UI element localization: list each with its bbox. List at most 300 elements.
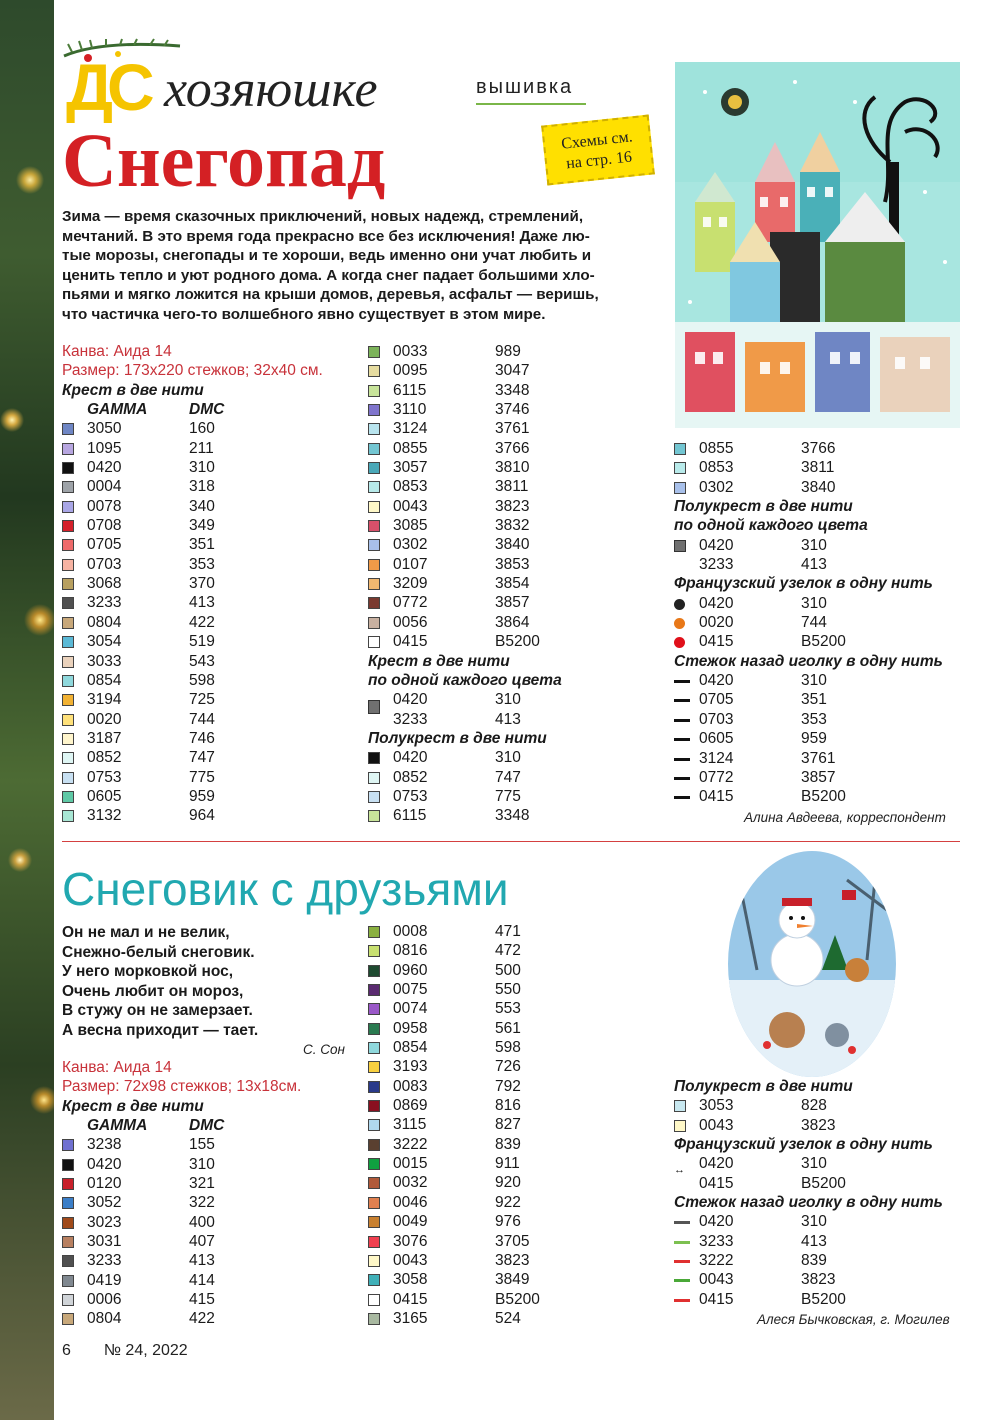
dmc-code: 3864 [495, 613, 530, 631]
backstitch-symbol [674, 1221, 690, 1224]
dmc-code: 922 [495, 1193, 521, 1211]
dmc-code: 3857 [801, 768, 836, 786]
gamma-code: 0043 [393, 1251, 428, 1269]
gamma-code: 0420 [699, 594, 734, 612]
gamma-code: 0420 [699, 672, 734, 690]
gamma-code: 0852 [393, 768, 428, 786]
thread-row [674, 711, 974, 730]
backstitch-symbol [674, 796, 690, 799]
thread-row [368, 1310, 668, 1329]
thread-row [62, 556, 362, 575]
thread-row [368, 498, 668, 517]
gamma-code: 3033 [87, 652, 122, 670]
thread-row [62, 459, 362, 478]
thread-row [368, 517, 668, 536]
color-symbol [62, 539, 74, 551]
thread-row [368, 633, 668, 652]
thread-row [368, 575, 668, 594]
thread-row [368, 614, 668, 633]
color-symbol [62, 1217, 74, 1229]
dmc-code: 422 [189, 613, 215, 631]
color-symbol [368, 1177, 380, 1189]
article-intro: Зима — время сказочных приключений, новых надежд, стремлений, мечтаний. В это время года прекрасно все без исключения! Даже лю- тые морозы, снегопады и те хороши, ведь именно они учат любить и ценить тепло и уют родного дома. А когда снег падает большими хло- пьями и мягко ложится на крыши домов, деревья, асфальт — веришь, что частичка чего-то волшебного явно существует в этом мире. [62, 208, 599, 323]
color-symbol [368, 443, 380, 455]
color-symbol [62, 1178, 74, 1190]
color-symbol [62, 694, 74, 706]
thread-row [368, 1000, 668, 1019]
dmc-code: 3705 [495, 1232, 530, 1250]
thread-row [62, 1252, 362, 1271]
gamma-code: 0302 [393, 536, 428, 554]
color-symbol [62, 810, 74, 822]
thread-row: 0420 310 [699, 1155, 827, 1173]
thread-row [62, 1310, 362, 1329]
dmc-code: 3823 [495, 1251, 530, 1269]
gamma-code: 0958 [393, 1019, 428, 1037]
gamma-code: 6115 [393, 807, 427, 825]
gamma-code: 0804 [87, 1310, 122, 1328]
dmc-code: 3823 [495, 497, 530, 515]
gamma-code: 0120 [87, 1175, 122, 1193]
color-symbol [368, 501, 380, 513]
column-headers [62, 1117, 362, 1136]
backstitch-symbol [674, 738, 690, 741]
gamma-code: 0074 [393, 1000, 428, 1018]
color-symbol [62, 578, 74, 590]
cross-each-subheading: по одной каждого цвета [368, 671, 562, 689]
thread-row [368, 769, 668, 788]
gamma-code: 0015 [393, 1155, 428, 1173]
thread-row [674, 614, 974, 633]
thread-row [368, 1252, 668, 1271]
gamma-code: 3233 [699, 1232, 734, 1250]
color-symbol [62, 752, 74, 764]
cross-each-heading: Крест в две нити [368, 652, 510, 670]
thread-row [62, 1214, 362, 1233]
gamma-code: 0095 [393, 362, 428, 380]
thread-row [62, 536, 362, 555]
color-symbol [62, 1313, 74, 1325]
dmc-code: 310 [189, 459, 215, 477]
brand-title: хозяюшке [164, 61, 378, 118]
thread-row [368, 1233, 668, 1252]
dmc-code: 839 [801, 1252, 827, 1270]
cross-heading: Крест в две нити [62, 1097, 204, 1115]
gamma-code: 1095 [87, 439, 122, 457]
gamma-code: 3194 [87, 691, 122, 709]
gamma-code: 0043 [699, 1116, 734, 1134]
dmc-code: 3849 [495, 1271, 530, 1289]
dmc-code: B5200 [801, 788, 846, 806]
thread-row [368, 807, 668, 826]
color-symbol [368, 520, 380, 532]
thread-row [368, 749, 668, 768]
winter-town-embroidery-image [675, 62, 960, 428]
gamma-code: 0020 [699, 614, 734, 632]
gamma-code: 3115 [393, 1116, 427, 1134]
dmc-code: 561 [495, 1019, 521, 1037]
thread-list [674, 595, 974, 653]
dmc-code: 3761 [495, 420, 530, 438]
gamma-code: 0853 [699, 459, 734, 477]
gamma-code: 0855 [699, 440, 734, 457]
gamma-code: 3058 [393, 1271, 428, 1289]
gamma-code: 0772 [393, 594, 428, 612]
gamma-code: 3233 [87, 1252, 122, 1270]
article1-column-2 [368, 343, 668, 827]
color-symbol [62, 1236, 74, 1248]
color-symbol [62, 1159, 74, 1171]
gamma-code: 3233 [87, 594, 122, 612]
section-divider [62, 841, 960, 842]
gamma-code: 0415 [393, 633, 428, 651]
gamma-code: 0816 [393, 942, 428, 960]
gamma-code: 0008 [393, 923, 428, 940]
dmc-code: 415 [189, 1291, 215, 1309]
dmc-code: B5200 [801, 1290, 846, 1308]
color-symbol [62, 714, 74, 726]
gamma-code: 3132 [87, 807, 122, 825]
half-each-heading: Полукрест в две нити [674, 498, 853, 516]
color-symbol [62, 1294, 74, 1306]
gamma-code: 0772 [699, 768, 734, 786]
color-symbol [368, 559, 380, 571]
half-cross-heading: Полукрест в две нити [674, 1078, 853, 1095]
thread-row [62, 633, 362, 652]
thread-list [368, 343, 668, 653]
thread-row [368, 1174, 668, 1193]
backstitch-symbol [674, 699, 690, 702]
section-underline [476, 103, 586, 105]
color-symbol [368, 385, 380, 397]
section-label: вышивка [476, 76, 574, 98]
thread-row [62, 730, 362, 749]
color-symbol [368, 810, 380, 822]
gamma-code: 3057 [393, 459, 428, 477]
thread-row [674, 1291, 974, 1310]
color-symbol [368, 1197, 380, 1209]
dmc-code: 3823 [801, 1116, 836, 1134]
color-symbol [368, 481, 380, 493]
gamma-header: GAMMA [87, 401, 148, 419]
thread-row: 3233 413 [699, 556, 827, 574]
color-symbol [368, 1313, 380, 1325]
thread-row [674, 788, 974, 807]
half-each-subheading: по одной каждого цвета [674, 517, 868, 535]
thread-row [62, 478, 362, 497]
gamma-code: 0415 [699, 633, 734, 651]
dmc-code: 500 [495, 961, 521, 979]
poem-author: С. Сон [303, 1042, 345, 1057]
gamma-code: 0078 [87, 497, 122, 515]
thread-row [674, 691, 974, 710]
dmc-code: 828 [801, 1097, 827, 1115]
color-symbol [62, 1275, 74, 1287]
color-symbol [368, 423, 380, 435]
dmc-header: DMC [189, 401, 225, 419]
thread-list [62, 420, 362, 826]
christmas-tree-sidebar-photo [0, 0, 54, 1420]
column-headers [62, 401, 362, 420]
dmc-code: 747 [189, 749, 215, 767]
dmc-header: DMC [189, 1117, 225, 1135]
logo: ДС [66, 50, 149, 124]
dmc-code: 160 [189, 420, 215, 438]
gamma-code: 0020 [87, 710, 122, 728]
dmc-code: 413 [801, 1232, 827, 1250]
dmc-code: 726 [495, 1058, 521, 1076]
dmc-code: 775 [495, 787, 521, 805]
thread-row [368, 459, 668, 478]
backstitch-symbol [674, 758, 690, 761]
gamma-code: 0753 [393, 787, 428, 805]
thread-row [62, 1194, 362, 1213]
thread-row [368, 536, 668, 555]
dmc-code: 3853 [495, 555, 530, 573]
color-symbol [62, 636, 74, 648]
article2-column-3 [674, 1078, 974, 1310]
color-symbol [674, 443, 686, 455]
gamma-code: 0705 [699, 691, 734, 709]
color-symbol [368, 346, 380, 358]
gamma-code: 0032 [393, 1174, 428, 1192]
color-symbol [62, 675, 74, 687]
thread-row [674, 1117, 974, 1136]
dmc-code: 351 [189, 536, 215, 554]
dmc-code: 3761 [801, 749, 836, 767]
color-symbol [62, 772, 74, 784]
color-symbol [62, 1139, 74, 1151]
backstitch-symbol [674, 1299, 690, 1302]
gamma-code: 0853 [393, 478, 428, 496]
gamma-code: 0605 [699, 730, 734, 748]
thread-row [368, 1136, 668, 1155]
gamma-code: 3053 [699, 1097, 734, 1115]
thread-row [368, 594, 668, 613]
color-symbol [368, 1081, 380, 1093]
color-symbol [368, 1023, 380, 1035]
gamma-code: 3222 [699, 1252, 734, 1270]
dmc-code: 989 [495, 343, 521, 360]
dmc-code: 471 [495, 923, 521, 940]
thread-list [674, 1155, 974, 1194]
gamma-code: 0415 [699, 1290, 734, 1308]
color-symbol [62, 481, 74, 493]
thread-row [674, 459, 974, 478]
thread-row: 3233 413 [393, 710, 521, 728]
dmc-code: 543 [189, 652, 215, 670]
french-knot-symbol [674, 618, 685, 629]
dmc-code: 310 [495, 749, 521, 767]
dmc-code: 321 [189, 1175, 215, 1193]
gamma-code: 6115 [393, 381, 427, 399]
color-symbol [62, 443, 74, 455]
dmc-code: 792 [495, 1077, 521, 1095]
gamma-code: 0854 [393, 1039, 428, 1057]
color-symbol [368, 1100, 380, 1112]
thread-row [674, 1097, 974, 1116]
thread-row [62, 807, 362, 826]
color-symbol [674, 462, 686, 474]
gamma-code: 3209 [393, 575, 428, 593]
gamma-code: 0703 [699, 710, 734, 728]
thread-row [368, 440, 668, 459]
color-symbol [368, 1294, 380, 1306]
dmc-code: 3832 [495, 517, 530, 535]
gamma-code: 3193 [393, 1058, 428, 1076]
thread-row [368, 1020, 668, 1039]
thread-row [62, 575, 362, 594]
color-symbol [368, 539, 380, 551]
dmc-code: B5200 [801, 633, 846, 651]
article2-title: Снеговик с друзьями [62, 863, 509, 915]
dmc-code: B5200 [495, 633, 540, 651]
gamma-code: 0046 [393, 1193, 428, 1211]
gamma-code: 0420 [87, 459, 122, 477]
color-symbol [368, 984, 380, 996]
thread-row [368, 382, 668, 401]
thread-row [62, 1175, 362, 1194]
dmc-code: 413 [189, 1252, 215, 1270]
split-color-symbol [674, 540, 686, 552]
article2-author: Алеся Бычковская, г. Могилев [757, 1312, 950, 1327]
thread-row [62, 1156, 362, 1175]
thread-row [62, 788, 362, 807]
gamma-code: 0043 [699, 1271, 734, 1289]
dmc-code: 310 [189, 1155, 215, 1173]
color-symbol [368, 1061, 380, 1073]
thread-list [368, 923, 668, 1329]
dmc-code: 598 [495, 1039, 521, 1057]
thread-row [674, 633, 974, 652]
color-symbol [368, 926, 380, 938]
thread-list [674, 672, 974, 807]
size-info: Размер: 72х98 стежков; 13х18см. [62, 1078, 302, 1096]
thread-row [368, 1213, 668, 1232]
thread-row [62, 1272, 362, 1291]
backstitch-heading: Стежок назад иголку в одну нить [674, 652, 943, 670]
thread-row [368, 1039, 668, 1058]
thread-row [62, 711, 362, 730]
gamma-code: 0107 [393, 555, 428, 573]
dmc-code: 407 [189, 1233, 215, 1251]
thread-row [368, 343, 668, 362]
thread-row [674, 1233, 974, 1252]
thread-row [368, 1116, 668, 1135]
thread-row [674, 1271, 974, 1290]
thread-row [368, 420, 668, 439]
color-symbol [368, 597, 380, 609]
dmc-code: 775 [189, 768, 215, 786]
backstitch-symbol [674, 719, 690, 722]
color-symbol [62, 791, 74, 803]
thread-row [368, 923, 668, 942]
backstitch-symbol [674, 1260, 690, 1263]
color-symbol [62, 1197, 74, 1209]
gamma-code: 3085 [393, 517, 428, 535]
knot-arrows-icon: ↔ [674, 1164, 685, 1177]
dmc-code: 3854 [495, 575, 530, 593]
dmc-code: 959 [801, 730, 827, 748]
dmc-code: 3811 [801, 459, 835, 477]
snowman-embroidery-image [727, 850, 897, 1078]
dmc-code: 519 [189, 633, 215, 651]
dmc-code: 3766 [495, 439, 530, 457]
color-symbol [368, 1216, 380, 1228]
gamma-code: 0083 [393, 1077, 428, 1095]
color-symbol [368, 1003, 380, 1015]
dmc-code: 524 [495, 1309, 521, 1327]
canvas-info: Канва: Аида 14 [62, 1059, 172, 1076]
page-number: 6 [62, 1342, 71, 1359]
dmc-code: 746 [189, 729, 215, 747]
gamma-code: 0420 [393, 749, 428, 767]
thread-row [62, 498, 362, 517]
gamma-code: 0419 [87, 1271, 122, 1289]
gamma-code: 0004 [87, 478, 122, 496]
thread-row [368, 1078, 668, 1097]
gamma-code: 3238 [87, 1136, 122, 1154]
thread-row [674, 479, 974, 498]
color-symbol [368, 1139, 380, 1151]
thread-list [674, 1097, 974, 1136]
poem: Он не мал и не велик, Снежно-белый снеговик. У него морковкой нос, Очень любит он мороз, В стужу он не замерзает. А весна приходит — тает. [62, 924, 259, 1039]
gamma-code: 3110 [393, 401, 427, 419]
backstitch-symbol [674, 777, 690, 780]
gamma-code: 0852 [87, 749, 122, 767]
dmc-code: 310 [801, 594, 827, 612]
gamma-code: 3187 [87, 729, 122, 747]
french-knot-heading: Французский узелок в одну нить [674, 1136, 933, 1154]
dmc-code: 413 [189, 594, 215, 612]
gamma-code: 0855 [393, 439, 428, 457]
color-symbol [62, 559, 74, 571]
gamma-code: 0302 [699, 478, 734, 496]
gamma-code: 0420 [87, 1155, 122, 1173]
gamma-code: 0420 [699, 1213, 734, 1231]
scheme-page-badge: Схемы см. на стр. 16 [541, 115, 655, 186]
dmc-code: 3840 [495, 536, 530, 554]
gamma-code: 0804 [87, 613, 122, 631]
dmc-code: 550 [495, 981, 521, 999]
thread-row [674, 1213, 974, 1232]
gamma-code: 0415 [699, 788, 734, 806]
thread-row [368, 1058, 668, 1077]
dmc-code: 211 [189, 439, 214, 457]
dmc-code: 370 [189, 575, 215, 593]
color-symbol [368, 791, 380, 803]
dmc-code: 422 [189, 1310, 215, 1328]
thread-row [62, 517, 362, 536]
color-symbol [62, 733, 74, 745]
dmc-code: 3348 [495, 807, 530, 825]
gamma-code: 3222 [393, 1135, 428, 1153]
thread-row [62, 1291, 362, 1310]
dmc-code: 725 [189, 691, 215, 709]
gamma-code: 3031 [87, 1233, 122, 1251]
thread-row [62, 440, 362, 459]
thread-row [674, 769, 974, 788]
color-symbol [674, 1120, 686, 1132]
dmc-code: 920 [495, 1174, 521, 1192]
gamma-header: GAMMA [87, 1117, 148, 1135]
page-footer [62, 1342, 188, 1360]
backstitch-heading: Стежок назад иголку в одну нить [674, 1194, 943, 1212]
thread-row [62, 749, 362, 768]
dmc-code: 349 [189, 517, 215, 535]
dmc-code: 3348 [495, 381, 530, 399]
thread-row [62, 594, 362, 613]
